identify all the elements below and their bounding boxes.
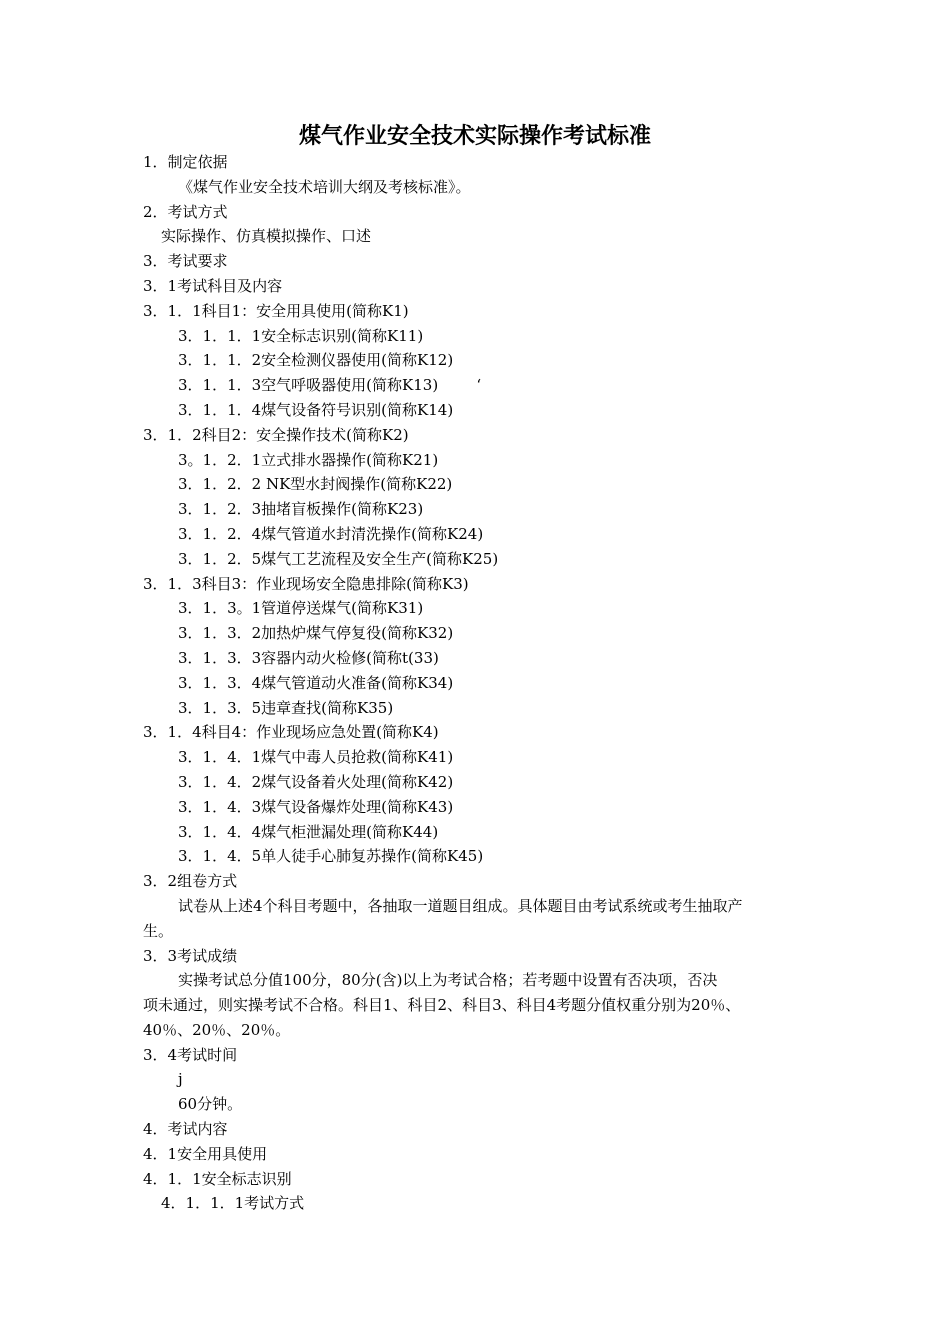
- text-line: 3．4考试时间: [143, 1045, 238, 1064]
- text-line: 3．1考试科目及内容: [143, 276, 283, 295]
- text-line: j: [178, 1070, 183, 1089]
- document-title: 煤气作业安全技术实际操作考试标准: [298, 124, 651, 149]
- text-line: 4．1．1安全标志识别: [143, 1169, 292, 1188]
- text-line: 实际操作、仿真模拟操作、口述: [161, 227, 372, 246]
- text-line: 3．1．3．2加热炉煤气停复役(简称K32): [178, 624, 454, 643]
- text-line: 3．1．3．3容器内动火检修(简称t(33): [178, 648, 439, 667]
- text-line: 3．1．3科目3：作业现场安全隐患排除(简称K3): [143, 574, 469, 593]
- text-line: 3．1．4．4煤气柜泄漏处理(简称K44): [178, 822, 439, 841]
- text-line: 3．1．1科目1：安全用具使用(简称K1): [143, 301, 409, 320]
- text-line: 3．1．4．5单人徒手心肺复苏操作(简称K45): [178, 847, 484, 866]
- text-line: 3．考试要求: [143, 252, 228, 271]
- text-line: 60分钟。: [178, 1095, 243, 1114]
- text-line: 3．1．3．4煤气管道动火准备(简称K34): [178, 673, 454, 692]
- text-line: 3．1．4．1煤气中毒人员抢救(简称K41): [178, 748, 454, 767]
- text-line: 3。1．2．1立式排水器操作(简称K21): [178, 450, 439, 469]
- text-line: 4．1．1．1考试方式: [161, 1194, 305, 1213]
- text-line: 3．1．3．5违章查找(简称K35): [178, 698, 394, 717]
- text-line: 3．1．4．2煤气设备着火处理(简称K42): [178, 772, 454, 791]
- text-line: 3．1．3。1管道停送煤气(简称K31): [178, 599, 424, 618]
- text-line: 试卷从上述4个科目考题中，各抽取一道题目组成。具体题目由考试系统或考生抽取产: [178, 896, 743, 915]
- text-line: 实操考试总分值100分，80分(含)以上为考试合格；若考题中设置有否决项，否决: [178, 971, 718, 990]
- text-line: 3．1．2．2 NK型水封阀操作(简称K22): [178, 475, 453, 494]
- document-body: [143, 150, 813, 1216]
- text-line: 3．1．1．2安全检测仪器使用(简称K12): [178, 351, 454, 370]
- text-line: 4．考试内容: [143, 1120, 228, 1139]
- text-line: 40％、20％、20％。: [143, 1020, 291, 1039]
- text-line: 4．1安全用具使用: [143, 1144, 268, 1163]
- text-line: 生。: [143, 921, 174, 940]
- text-line: 3．3考试成绩: [143, 946, 238, 965]
- text-line: 3．1．1．4煤气设备符号识别(简称K14): [178, 400, 454, 419]
- text-line: 3．1．2．5煤气工艺流程及安全生产(简称K25): [178, 549, 499, 568]
- text-line: 3．1．2．4煤气管道水封清洗操作(简称K24): [178, 524, 484, 543]
- text-line: 3．1．2科目2：安全操作技术(简称K2): [143, 425, 409, 444]
- text-line: 《煤气作业安全技术培训大纲及考核标准》。: [178, 177, 471, 196]
- text-line: 3．2组卷方式: [143, 872, 238, 891]
- text-line: 2．考试方式: [143, 202, 228, 221]
- text-line: 3．1．2．3抽堵盲板操作(简称K23): [178, 500, 424, 519]
- text-line: 3．1．1．1安全标志识别(简称K11): [178, 326, 424, 345]
- text-line: 3．1．4科目4：作业现场应急处置(简称K4): [143, 723, 439, 742]
- text-line: 项未通过，则实操考试不合格。科目1、科目2、科目3、科目4考题分值权重分别为20％、: [143, 996, 741, 1015]
- text-line: 3．1．1．3空气呼吸器使用(简称K13) ‘: [178, 376, 482, 395]
- text-line: 1．制定依据: [143, 153, 228, 171]
- text-line: 3．1．4．3煤气设备爆炸处理(简称K43): [178, 797, 454, 816]
